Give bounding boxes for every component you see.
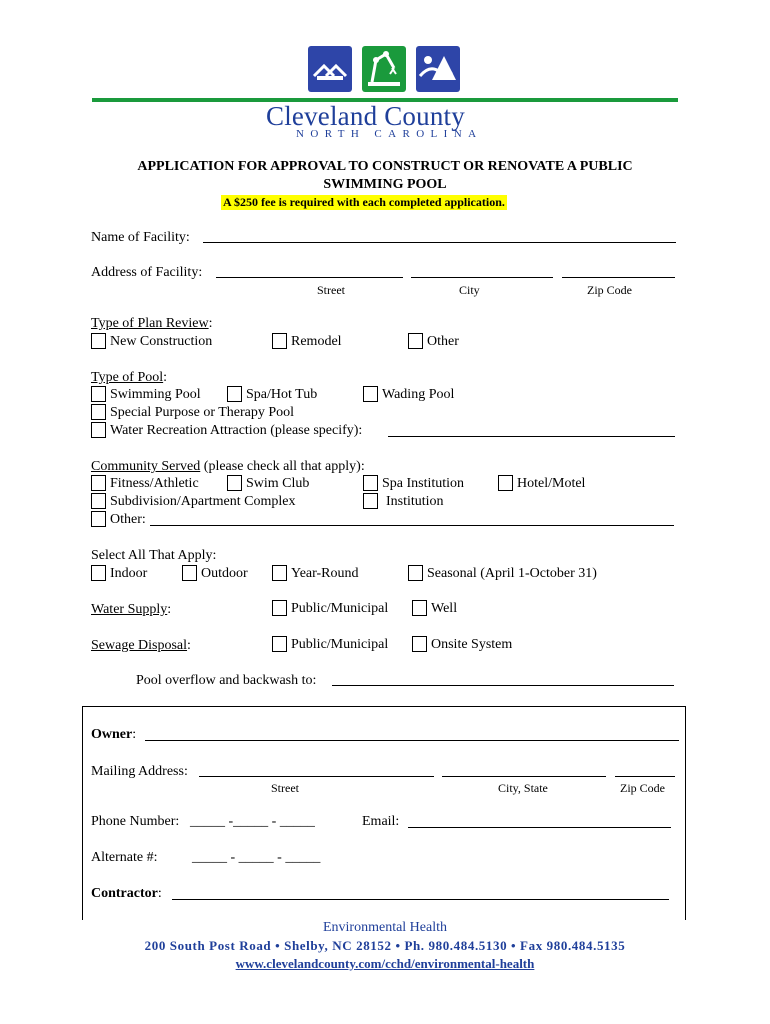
- overflow-field[interactable]: [332, 685, 674, 686]
- checkbox-sewage-public[interactable]: [272, 636, 287, 652]
- page-title-line1: APPLICATION FOR APPROVAL TO CONSTRUCT OR RENOVATE A PUBLIC: [137, 159, 633, 174]
- pool-type-heading: [91, 370, 167, 386]
- page-title-line2: SWIMMING POOL: [323, 177, 447, 192]
- option-remodel: Remodel: [291, 334, 342, 349]
- sewage-heading: [91, 638, 191, 654]
- owner-heading: [91, 727, 136, 743]
- option-seasonal: Seasonal (April 1-October 31): [427, 566, 597, 581]
- checkbox-remodel[interactable]: [272, 333, 287, 349]
- owner-label: Owner: [91, 727, 133, 742]
- facility-city-field[interactable]: [411, 277, 553, 278]
- facility-name-label: Name of Facility:: [91, 230, 190, 245]
- mailing-street-caption: Street: [271, 781, 299, 795]
- checkbox-spa-hot-tub[interactable]: [227, 386, 242, 402]
- facility-street-caption: Street: [317, 283, 345, 297]
- option-new-construction: New Construction: [110, 334, 213, 349]
- mailing-street-field[interactable]: [199, 776, 434, 777]
- option-special-purpose: Special Purpose or Therapy Pool: [110, 405, 295, 420]
- footer-url-link[interactable]: www.clevelandcounty.com/cchd/environmental-health: [235, 956, 535, 971]
- option-water-public: Public/Municipal: [291, 601, 389, 616]
- checkbox-swimming-pool[interactable]: [91, 386, 106, 402]
- checkbox-subdivision[interactable]: [91, 493, 106, 509]
- mailing-city-state-field[interactable]: [442, 776, 606, 777]
- checkbox-indoor[interactable]: [91, 565, 106, 581]
- checkbox-wading-pool[interactable]: [363, 386, 378, 402]
- phone-field[interactable]: _____ -_____ - _____: [190, 814, 315, 829]
- alternate-field[interactable]: _____ - _____ - _____: [192, 850, 321, 865]
- checkbox-onsite-system[interactable]: [412, 636, 427, 652]
- water-recreation-field[interactable]: [388, 436, 675, 437]
- option-sewage-public: Public/Municipal: [291, 637, 389, 652]
- owner-section: [82, 706, 686, 920]
- brand-name: Cleveland County: [266, 101, 465, 131]
- alternate-label: Alternate #:: [91, 850, 158, 865]
- option-swimming-pool: Swimming Pool: [110, 387, 201, 402]
- facility-zip-field[interactable]: [562, 277, 675, 278]
- option-indoor: Indoor: [110, 566, 148, 581]
- checkbox-community-other[interactable]: [91, 511, 106, 527]
- option-plan-other: Other: [427, 334, 459, 349]
- facility-street-field[interactable]: [216, 277, 403, 278]
- plan-review-label: Type of Plan Review: [91, 316, 209, 331]
- facility-zip-caption: Zip Code: [587, 283, 632, 297]
- brand-subtitle: NORTH CAROLINA: [296, 128, 483, 140]
- option-year-round: Year-Round: [291, 566, 359, 581]
- option-subdivision: Subdivision/Apartment Complex: [110, 494, 296, 509]
- checkbox-special-purpose[interactable]: [91, 404, 106, 420]
- community-label: Community Served: [91, 459, 201, 474]
- facility-name-field[interactable]: [203, 242, 676, 243]
- email-field[interactable]: [408, 827, 671, 828]
- community-heading: [91, 459, 365, 475]
- logo-tile-industry: [362, 46, 406, 92]
- sewage-label: Sewage Disposal: [91, 638, 188, 653]
- option-community-other: Other:: [110, 512, 146, 527]
- checkbox-water-recreation[interactable]: [91, 422, 106, 438]
- sewage-colon: :: [187, 638, 191, 653]
- option-institution: Institution: [386, 494, 444, 509]
- checkbox-hotel-motel[interactable]: [498, 475, 513, 491]
- phone-label: Phone Number:: [91, 814, 180, 829]
- houses-icon: [308, 46, 352, 92]
- checkbox-swim-club[interactable]: [227, 475, 242, 491]
- plan-review-heading: [91, 316, 213, 332]
- select-all-label: Select All That Apply:: [91, 548, 217, 563]
- owner-field[interactable]: [145, 740, 679, 741]
- checkbox-water-public[interactable]: [272, 600, 287, 616]
- contractor-label: Contractor: [91, 886, 158, 901]
- landscape-icon: [416, 46, 460, 92]
- mailing-address-label: Mailing Address:: [91, 764, 188, 779]
- checkbox-new-construction[interactable]: [91, 333, 106, 349]
- community-other-field[interactable]: [150, 525, 674, 526]
- option-hotel-motel: Hotel/Motel: [517, 476, 586, 491]
- option-wading-pool: Wading Pool: [382, 387, 455, 402]
- footer-link-wrap: [0, 956, 770, 972]
- option-water-recreation: Water Recreation Attraction (please specify):: [110, 423, 363, 438]
- checkbox-seasonal[interactable]: [408, 565, 423, 581]
- logo-tile-nature: [416, 46, 460, 92]
- plan-review-colon: :: [208, 316, 213, 331]
- checkbox-institution[interactable]: [363, 493, 378, 509]
- option-well: Well: [431, 601, 458, 616]
- owner-colon: :: [132, 727, 137, 742]
- water-supply-label: Water Supply: [91, 602, 168, 617]
- facility-address-label: Address of Facility:: [91, 265, 203, 280]
- water-supply-colon: :: [167, 602, 172, 617]
- footer-department: Environmental Health: [322, 920, 448, 935]
- checkbox-spa-institution[interactable]: [363, 475, 378, 491]
- footer-address: 200 South Post Road • Shelby, NC 28152 • Ph. 980.484.5130 • Fax 980.484.5135: [144, 938, 626, 953]
- mailing-city-state-caption: City, State: [498, 781, 548, 795]
- email-label: Email:: [362, 814, 400, 829]
- option-spa-hot-tub: Spa/Hot Tub: [246, 387, 318, 402]
- checkbox-plan-other[interactable]: [408, 333, 423, 349]
- mailing-zip-caption: Zip Code: [620, 781, 665, 795]
- checkbox-fitness-athletic[interactable]: [91, 475, 106, 491]
- option-swim-club: Swim Club: [246, 476, 310, 491]
- logo-tile-houses: [308, 46, 352, 92]
- contractor-colon: :: [157, 886, 162, 901]
- contractor-field[interactable]: [172, 899, 669, 900]
- option-outdoor: Outdoor: [201, 566, 248, 581]
- checkbox-well[interactable]: [412, 600, 427, 616]
- water-supply-heading: [91, 602, 171, 618]
- fee-notice: A $250 fee is required with each completed application.: [223, 195, 505, 209]
- pool-type-colon: :: [163, 370, 168, 385]
- mailing-zip-field[interactable]: [615, 776, 675, 777]
- pool-type-label: Type of Pool: [91, 370, 164, 385]
- robot-arm-icon: [362, 46, 406, 92]
- checkbox-outdoor[interactable]: [182, 565, 197, 581]
- option-spa-institution: Spa Institution: [382, 476, 465, 491]
- option-fitness-athletic: Fitness/Athletic: [110, 476, 199, 491]
- facility-city-caption: City: [459, 283, 480, 297]
- checkbox-year-round[interactable]: [272, 565, 287, 581]
- community-note: (please check all that apply):: [200, 459, 365, 474]
- contractor-heading: [91, 886, 162, 902]
- option-onsite-system: Onsite System: [431, 637, 513, 652]
- overflow-label: Pool overflow and backwash to:: [136, 673, 317, 688]
